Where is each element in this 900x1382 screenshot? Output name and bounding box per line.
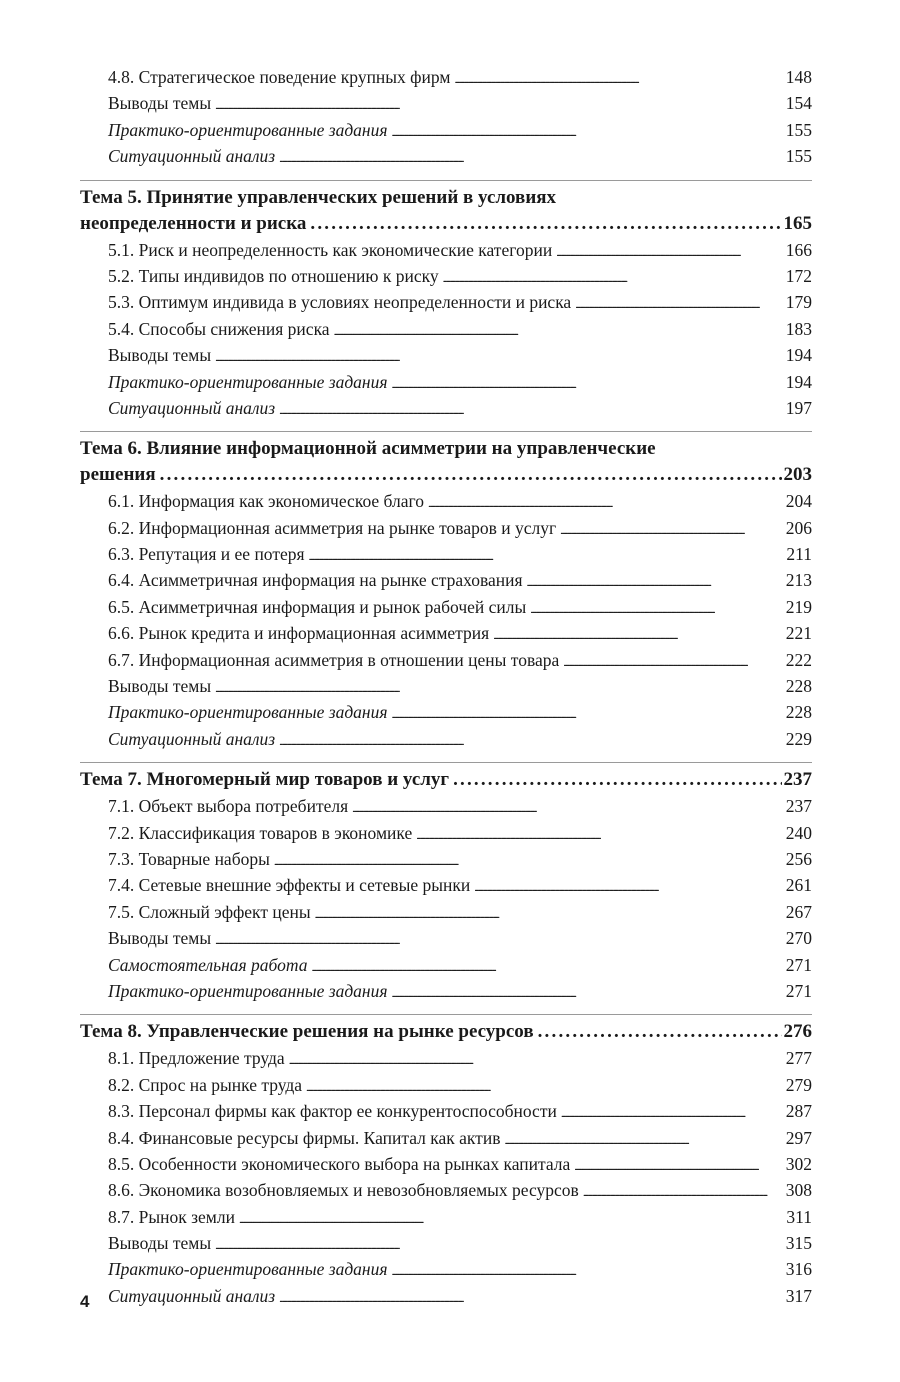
section-title: неопределенности и риска [80, 212, 307, 234]
toc-entry-page: 271 [785, 954, 812, 975]
toc-entry[interactable] [80, 289, 812, 315]
toc-entry[interactable] [80, 1230, 812, 1256]
toc-entry[interactable] [80, 1151, 812, 1177]
toc-entry[interactable] [80, 263, 812, 289]
toc-entry-label: 8.2. Спрос на рынке труда [108, 1074, 303, 1095]
toc-entry-page: 237 [785, 796, 812, 817]
toc-entry-label: Практико-ориентированные задания [108, 371, 388, 392]
toc-entry-page: 287 [785, 1101, 812, 1122]
toc-entry[interactable] [80, 237, 812, 263]
toc-entry[interactable] [80, 952, 812, 978]
dot-leader [530, 597, 783, 623]
dot-leader [583, 1180, 784, 1206]
dot-leader [315, 902, 784, 928]
toc-entry-page: 148 [785, 67, 812, 87]
dot-leader [279, 729, 784, 755]
toc-entry-label: 7.2. Классификация товаров в экономике [108, 822, 413, 843]
toc-entry[interactable] [80, 1098, 812, 1124]
toc-entry-page: 277 [785, 1048, 812, 1069]
page-number: 4 [80, 1292, 90, 1311]
dot-leader [279, 146, 784, 172]
toc-entry-label: 7.1. Объект выбора потребителя [108, 796, 349, 817]
toc-entry[interactable] [80, 515, 812, 541]
toc-entry[interactable] [80, 117, 812, 143]
toc-entry-page: 228 [785, 676, 812, 697]
toc-entry[interactable] [80, 925, 812, 951]
toc-entry[interactable] [80, 1204, 812, 1230]
dot-leader [392, 702, 784, 728]
toc-entry-page: 271 [785, 980, 812, 1001]
toc-entry-label: 6.6. Рынок кредита и информационная асимметрия [108, 623, 490, 644]
toc-entry[interactable] [80, 64, 812, 90]
toc-entry-page: 221 [785, 623, 812, 644]
toc-entry[interactable] [80, 673, 812, 699]
toc-entry-label: Практико-ориентированные задания [108, 1259, 388, 1280]
dot-leader [574, 1154, 783, 1180]
section-heading[interactable] [80, 767, 812, 793]
toc-entry[interactable] [80, 726, 812, 752]
dot-leader [556, 240, 784, 266]
toc-entry[interactable] [80, 369, 812, 395]
toc-entry-page: 204 [785, 491, 812, 512]
toc-entry-label: 7.3. Товарные наборы [108, 848, 270, 869]
toc-entry[interactable] [80, 820, 812, 846]
toc-entry[interactable] [80, 316, 812, 342]
toc-entry[interactable] [80, 567, 812, 593]
toc-entry-page: 308 [785, 1180, 812, 1201]
toc-entry[interactable] [80, 793, 812, 819]
table-of-contents [80, 64, 812, 1309]
toc-entry-label: 6.1. Информация как экономическое благо [108, 491, 425, 512]
toc-entry-label: Выводы темы [108, 928, 212, 949]
toc-entry-label: 8.7. Рынок земли [108, 1206, 235, 1227]
toc-entry-page: 179 [785, 292, 812, 313]
toc-entry-page: 297 [785, 1127, 812, 1148]
toc-entry-page: 154 [785, 93, 812, 114]
dot-leader [563, 650, 783, 676]
toc-entry[interactable] [80, 978, 812, 1004]
toc-entry-page: 270 [785, 928, 812, 949]
section-page: 237 [783, 769, 812, 791]
toc-entry-label: 6.3. Репутация и ее потеря [108, 544, 305, 565]
dot-leader [352, 796, 784, 822]
section-heading[interactable] [80, 185, 812, 237]
dot-leader [453, 767, 781, 793]
toc-entry-label: Ситуационный анализ [108, 728, 276, 749]
toc-section [80, 762, 812, 1004]
toc-entry-page: 194 [785, 371, 812, 392]
toc-entry-page: 166 [785, 239, 812, 260]
section-title: Тема 7. Многомерный мир товаров и услуг [80, 769, 450, 791]
toc-entry-page: 197 [785, 397, 812, 418]
toc-entry-page: 267 [785, 901, 812, 922]
toc-section [80, 431, 812, 752]
toc-section [80, 1014, 812, 1309]
dot-leader [527, 570, 784, 596]
dot-leader [289, 1048, 784, 1074]
toc-entry-page: 213 [785, 570, 812, 591]
dot-leader [160, 462, 782, 488]
section-page: 165 [783, 212, 812, 234]
dot-leader [239, 1207, 784, 1233]
toc-entry[interactable] [80, 143, 812, 169]
toc-entry-label: Ситуационный анализ [108, 397, 276, 418]
toc-entry-label: 6.7. Информационная асимметрия в отношении цены товара [108, 649, 560, 670]
toc-entry-page: 155 [785, 146, 812, 167]
toc-entry[interactable] [80, 1125, 812, 1151]
dot-leader [538, 1019, 782, 1045]
dot-leader [310, 211, 781, 237]
toc-entry-page: 194 [785, 345, 812, 366]
toc-entry-page: 211 [786, 544, 812, 565]
section-title-line1: Тема 6. Влияние информационной асимметрии на управленческие [80, 438, 656, 460]
toc-entry-label: 8.4. Финансовые ресурсы фирмы. Капитал как актив [108, 1127, 501, 1148]
toc-entry-label: 6.5. Асимметричная информация и рынок рабочей силы [108, 596, 527, 617]
toc-entry[interactable] [80, 1072, 812, 1098]
toc-entry-label: Выводы темы [108, 676, 212, 697]
toc-entry[interactable] [80, 872, 812, 898]
toc-entry-label: Практико-ориентированные задания [108, 980, 388, 1001]
toc-entry-page: 316 [785, 1259, 812, 1280]
toc-entry-label: 5.3. Оптимум индивида в условиях неопределенности и риска [108, 292, 572, 313]
toc-entry-page: 183 [785, 318, 812, 339]
toc-section [80, 180, 812, 422]
toc-entry-page: 279 [785, 1074, 812, 1095]
toc-entry[interactable] [80, 90, 812, 116]
dot-leader [416, 823, 784, 849]
toc-entry[interactable] [80, 1283, 812, 1309]
section-heading[interactable] [80, 1019, 812, 1045]
toc-entry-label: 5.4. Способы снижения риска [108, 318, 330, 339]
dot-leader [454, 67, 783, 93]
toc-entry-page: 261 [785, 875, 812, 896]
toc-entry[interactable] [80, 899, 812, 925]
toc-entry-label: Выводы темы [108, 1233, 212, 1254]
toc-entry-label: Выводы темы [108, 93, 212, 114]
toc-entry[interactable] [80, 541, 812, 567]
toc-entry[interactable] [80, 699, 812, 725]
toc-entry-label: 4.8. Стратегическое поведение крупных фирм [108, 67, 451, 87]
toc-entry-label: 8.3. Персонал фирмы как фактор ее конкурентоспособности [108, 1101, 557, 1122]
section-title: Тема 8. Управленческие решения на рынке ресурсов [80, 1021, 534, 1043]
toc-entry-label: 8.6. Экономика возобновляемых и невозобновляемых ресурсов [108, 1180, 579, 1201]
toc-entry-page: 228 [785, 702, 812, 723]
toc-entry-page: 229 [785, 728, 812, 749]
section-title-line1: Тема 5. Принятие управленческих решений в условиях [80, 186, 557, 208]
toc-entry-label: Практико-ориентированные задания [108, 119, 388, 140]
section-page: 276 [783, 1021, 812, 1043]
toc-entry-label: 8.1. Предложение труда [108, 1048, 285, 1069]
toc-entry[interactable] [80, 620, 812, 646]
toc-entry-label: Самостоятельная работа [108, 954, 308, 975]
section-title: решения [80, 464, 156, 486]
toc-entry-label: 6.4. Асимметричная информация на рынке страхования [108, 570, 523, 591]
toc-entry[interactable] [80, 594, 812, 620]
toc-entry[interactable] [80, 488, 812, 514]
toc-entry[interactable] [80, 647, 812, 673]
toc-entry[interactable] [80, 1256, 812, 1282]
dot-leader [561, 1101, 784, 1127]
toc-entry-label: Ситуационный анализ [108, 1285, 276, 1306]
toc-entry-label: 7.5. Сложный эффект цены [108, 901, 311, 922]
toc-entry-label: 7.4. Сетевые внешние эффекты и сетевые рынки [108, 875, 471, 896]
toc-entry-page: 315 [785, 1233, 812, 1254]
toc-entry[interactable] [80, 395, 812, 421]
dot-leader [575, 292, 784, 318]
toc-entry[interactable] [80, 342, 812, 368]
toc-entry-label: Выводы темы [108, 345, 212, 366]
toc-entry-label: 6.2. Информационная асимметрия на рынке товаров и услуг [108, 517, 557, 538]
toc-entry-page: 240 [785, 822, 812, 843]
dot-leader [392, 981, 784, 1007]
toc-entry-page: 302 [785, 1153, 812, 1174]
dot-leader [560, 518, 784, 544]
toc-entry-label: 8.5. Особенности экономического выбора на рынках капитала [108, 1153, 571, 1174]
section-heading[interactable] [80, 436, 812, 488]
toc-entry-label: 5.1. Риск и неопределенность как экономические категории [108, 239, 553, 260]
toc-entry-page: 222 [785, 649, 812, 670]
toc-entry[interactable] [80, 846, 812, 872]
dot-leader [392, 372, 784, 398]
toc-entry-page: 256 [785, 848, 812, 869]
dot-leader [334, 319, 784, 345]
section-page: 203 [783, 464, 812, 486]
dot-leader [279, 1286, 784, 1312]
dot-leader [279, 398, 784, 424]
toc-entry-page: 172 [785, 265, 812, 286]
toc-entry-label: Ситуационный анализ [108, 146, 276, 167]
toc-entry[interactable] [80, 1045, 812, 1071]
dot-leader [392, 120, 784, 146]
dot-leader [474, 875, 784, 901]
toc-entry[interactable] [80, 1177, 812, 1203]
toc-entry-page: 317 [785, 1285, 812, 1306]
toc-entry-page: 155 [785, 119, 812, 140]
toc-entry-label: 5.2. Типы индивидов по отношению к риску [108, 265, 439, 286]
toc-entry-page: 206 [785, 517, 812, 538]
toc-entry-page: 219 [785, 596, 812, 617]
dot-leader [392, 1259, 784, 1285]
toc-entry-page: 311 [786, 1206, 812, 1227]
toc-entry-label: Практико-ориентированные задания [108, 702, 388, 723]
